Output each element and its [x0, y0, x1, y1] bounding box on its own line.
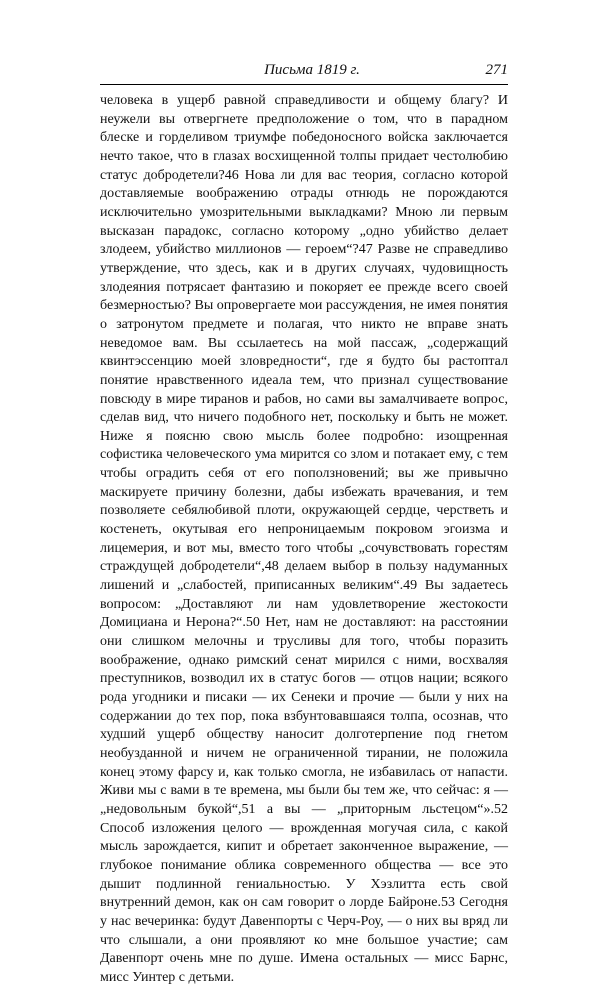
- page-number: 271: [485, 62, 508, 78]
- body-text: [100, 92, 508, 988]
- paragraph: человека в ущерб равной справедливости и общему благу? И неужели вы отвергнете предположение о том, что в парадном блеске и горделивом триумфе победоносного войска заключается нечто такое, что в глазах восхищенной толпы придает честолюбию статус добродетели?46 Нова ли для вас теория, согласно которой доставляемые воображению отрады отнюдь не порождаются исключительно умозрительными выкладками? Мною ли первым высказан парадокс, согласно которому „одно убийство делает злодеем, убийство миллионов — героем“?47 Разве не справедливо утверждение, что здесь, как и в других случаях, чудовищность злодеяния потрясает фантазию и покоряет ее прежде всего своей безмерностью? Вы опровергаете мои рассуждения, не имея понятия о затронутом предмете и полагая, что никто не вправе знать неведомое вам. Вы ссылаетесь на мой пассаж, „содержащий квинтэссенцию моей зловредности“, где я будто бы растоптал понятие нравственного идеала тем, что признал существование повсюду в мире тиранов и рабов, но сами вы замалчиваете вопрос, сделав вид, что ничего подобного нет, поскольку и быть не может. Ниже я поясню свою мысль более подробно: изощренная софистика человеческого ума мирится со злом и потакает ему, с тем чтобы оградить себя от его поползновений; вы же привычно маскируете причину болезни, дабы избежать врачевания, и тем позволяете себялюбивой плоти, окружающей сердце, черстветь и костенеть, окутывая его непроницаемым покровом эгоизма и лицемерия, и вот мы, вместо того чтобы „сочувствовать горестям страждущей добродетели“,48 делаем выбор в пользу надуманных лишений и „слабостей, приписанных великим“.49 Вы задаетесь вопросом: „Доставляют ли нам удовлетворение жестокости Домициана и Нерона?“.50 Нет, нам не доставляют: на расстоянии они слишком мелочны и трусливы для того, чтобы поразить воображение, однако римский сенат мирился с ними, восхваляя преступников, возводил их в статус богов — отцов нации; всякого рода угодники и писаки — их Сенеки и прочие — были у них на содержании до тех пор, пока взбунтовавшаяся толпа, осознав, что худший ущерб обществу наносит долготерпение под гнетом необузданной и ничем не ограниченной тирании, не положила конец этому фарсу и, как только смогла, не избавилась от напасти. Живи мы с вами в те времена, мы были бы тем же, что сейчас: я — „недовольным букой“,51 а вы — „приторным льстецом“».52 Способ изложения целого — врожденная могучая сила, с какой мысль зарождается, кипит и обретает законченное выражение, — глубокое понимание облика современного общества — все это дышит подлинной гениальностью. У Хэзлитта есть свой внутренний демон, как он сам говорит о лорде Байроне.53 Сегодня у нас вечеринка: будут Давенпорты с Черч-Роу, — о них вы вряд ли что слышали, а они проявляют ко мне большое участие; сам Давенпорт очень мне по душе. Имена остальных — мисс Барнс, мисс Уинтер с детьми.: [100, 93, 508, 985]
- running-title: Письма 1819 г.: [264, 62, 360, 78]
- running-header: [100, 62, 508, 85]
